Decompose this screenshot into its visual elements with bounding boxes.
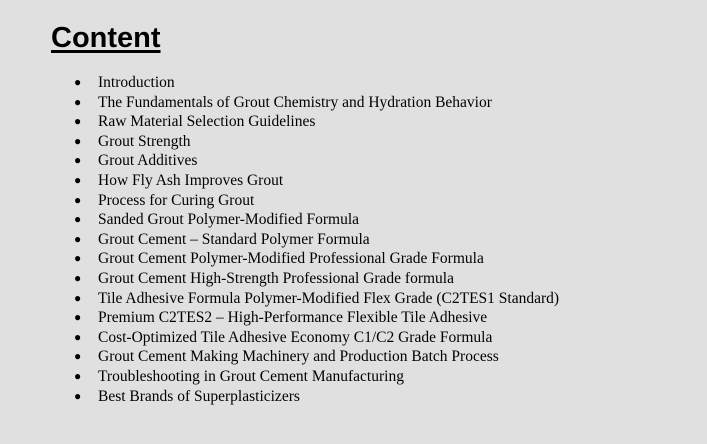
list-item-label: Grout Cement – Standard Polymer Formula [98,230,370,248]
list-item-label: Tile Adhesive Formula Polymer-Modified Flex Grade (C2TES1 Standard) [98,289,560,307]
list-item-label: Premium C2TES2 – High-Performance Flexible Tile Adhesive [98,309,488,327]
bullet-icon: ● [74,368,82,383]
bullet-icon: ● [74,114,82,129]
bullet-icon: ● [74,231,82,246]
bullet-icon: ● [74,270,82,285]
bullet-icon: ● [74,172,82,187]
bullet-icon: ● [74,153,82,168]
bullet-icon: ● [74,290,82,305]
bullet-icon: ● [74,349,82,364]
bullet-icon: ● [74,133,82,148]
list-item-label: Grout Cement Making Machinery and Production Batch Process [98,348,499,366]
list-item-label: Sanded Grout Polymer-Modified Formula [98,211,360,229]
list-item-label: Introduction [98,74,175,91]
bullet-icon: ● [74,310,82,325]
list-item-label: Grout Strength [98,132,191,150]
list-item-label: Cost-Optimized Tile Adhesive Economy C1/C2 Grade Formula [98,328,493,346]
list-item-label: Raw Material Selection Guidelines [98,113,316,131]
bullet-icon: ● [74,251,82,266]
list-item-label: Process for Curing Grout [98,191,255,209]
list-item-label: Best Brands of Superplasticizers [98,387,300,405]
list-item-label: Grout Cement Polymer-Modified Professional Grade Formula [98,250,484,268]
bullet-icon: ● [74,75,82,89]
bullet-icon: ● [74,388,82,403]
bullet-icon: ● [74,329,82,344]
list-item-label: Troubleshooting in Grout Cement Manufacturing [98,367,404,385]
list-item-label: Grout Cement High-Strength Professional Grade formula [98,269,454,287]
bullet-icon: ● [74,94,82,109]
bullet-icon: ● [74,212,82,227]
bullet-icon: ● [74,192,82,207]
list-item-label: How Fly Ash Improves Grout [98,171,284,189]
content-heading: Content [51,22,161,54]
list-item-label: Grout Additives [98,152,198,170]
list-item-label: The Fundamentals of Grout Chemistry and Hydration Behavior [98,93,492,111]
